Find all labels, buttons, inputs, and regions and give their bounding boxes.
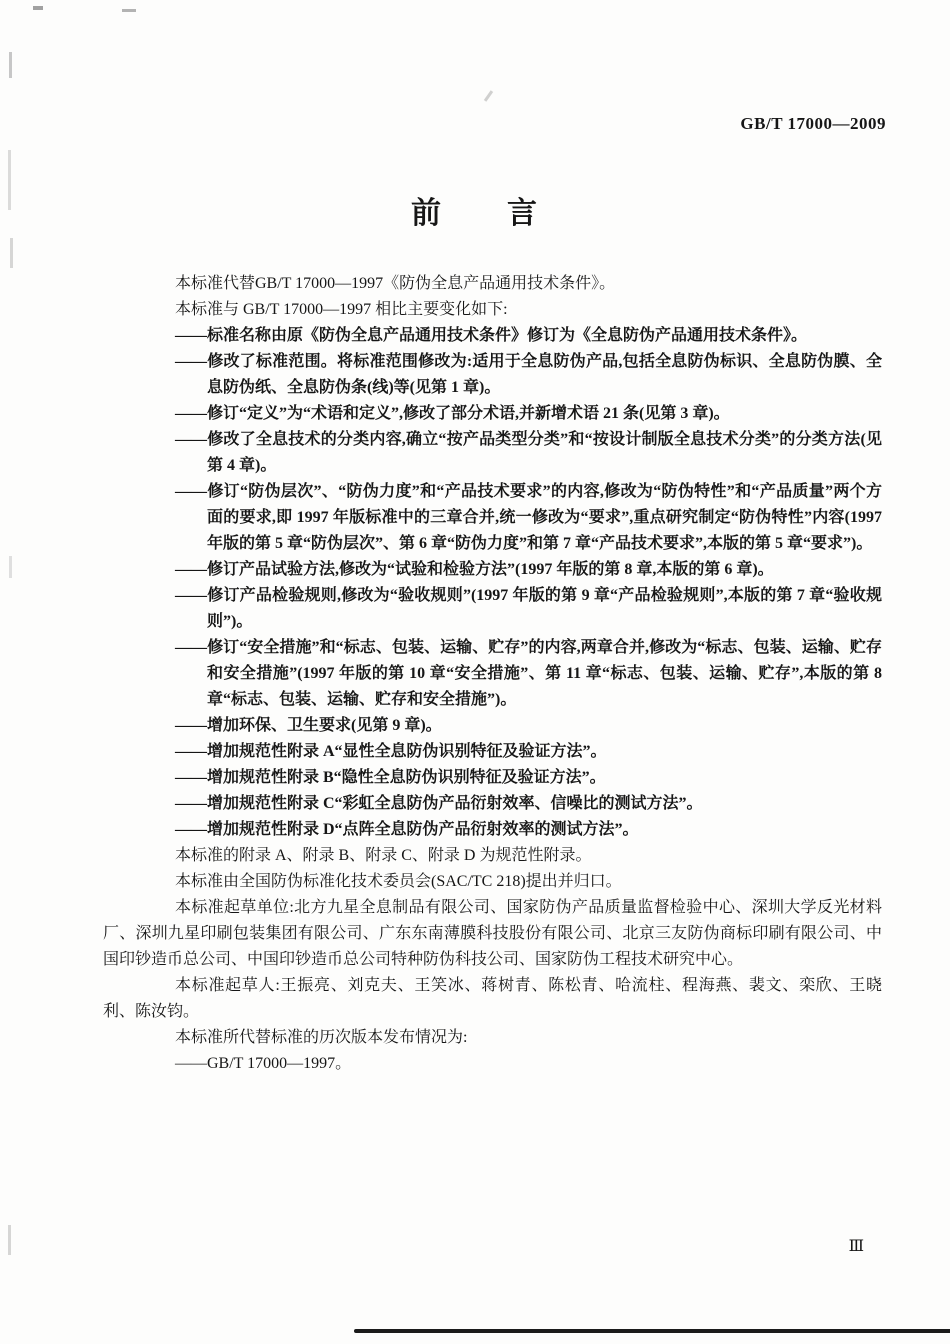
dash-prefix: —— xyxy=(175,769,207,786)
dash-prefix: —— xyxy=(175,1055,207,1072)
paragraph: 本标准代替GB/T 17000—1997《防伪全息产品通用技术条件》。 xyxy=(175,275,616,292)
dash-prefix: —— xyxy=(175,561,207,578)
dash-prefix: —— xyxy=(175,483,207,500)
dash-prefix: —— xyxy=(175,795,207,812)
change-list-item: ——修订“安全措施”和“标志、包装、运输、贮存”的内容,两章合并,修改为“标志、包装、运输、贮存和安全措施”(1997 年版的第 10 章“安全措施”、第 11 章“标志、包装、运输、贮存”,本版的第 8 章“标志、包装、运输、贮存和安全措施”)。 xyxy=(175,639,882,708)
scan-artifact xyxy=(484,90,493,102)
scan-artifact xyxy=(8,1225,11,1255)
change-list-item: ——修订产品检验规则,修改为“验收规则”(1997 年版的第 9 章“产品检验规则”,本版的第 7 章“验收规则”)。 xyxy=(175,587,882,630)
dash-prefix: —— xyxy=(175,405,207,422)
dash-prefix: —— xyxy=(175,639,207,656)
change-list-item: ——修订产品试验方法,修改为“试验和检验方法”(1997 年版的第 8 章,本版的第 6 章)。 xyxy=(175,561,774,578)
dash-prefix: —— xyxy=(175,431,207,448)
page-title: 前 言 xyxy=(411,197,539,230)
change-list-item: ——修改了标准范围。将标准范围修改为:适用于全息防伪产品,包括全息防伪标识、全息防伪膜、全息防伪纸、全息防伪条(线)等(见第 1 章)。 xyxy=(175,353,882,396)
paragraph: 本标准与 GB/T 17000—1997 相比主要变化如下: xyxy=(175,301,508,318)
paragraph: 本标准起草人:王振亮、刘克夫、王笑冰、蒋树青、陈松青、哈流柱、程海燕、裴文、栾欣、王晓利、陈汝钧。 xyxy=(103,977,882,1020)
change-list-item: ——增加规范性附录 B“隐性全息防伪识别特征及验证方法”。 xyxy=(175,769,606,786)
scan-artifact xyxy=(9,556,12,578)
standard-number: GB/T 17000—2009 xyxy=(740,114,886,133)
dash-prefix: —— xyxy=(175,743,207,760)
change-list-item: ——GB/T 17000—1997。 xyxy=(175,1055,352,1072)
change-list-item: ——修订“定义”为“术语和定义”,修改了部分术语,并新增术语 21 条(见第 3 章)。 xyxy=(175,405,730,422)
document-body xyxy=(103,271,882,1077)
paragraph: 本标准所代替标准的历次版本发布情况为: xyxy=(175,1029,468,1046)
change-list-item: ——增加规范性附录 C“彩虹全息防伪产品衍射效率、信噪比的测试方法”。 xyxy=(175,795,703,812)
page-number: Ⅲ xyxy=(848,1238,864,1255)
dash-prefix: —— xyxy=(175,587,207,604)
paragraph: 本标准起草单位:北方九星全息制品有限公司、国家防伪产品质量监督检验中心、深圳大学反光材料厂、深圳九星印刷包装集团有限公司、广东东南薄膜科技股份有限公司、北京三友防伪商标印刷有限公司、中国印钞造币总公司、中国印钞造币总公司特种防伪科技公司、国家防伪工程技术研究中心。 xyxy=(103,899,882,968)
change-list-item: ——修订“防伪层次”、“防伪力度”和“产品技术要求”的内容,修改为“防伪特性”和“产品质量”两个方面的要求,即 1997 年版标准中的三章合并,统一修改为“要求”,重点研究制定“防伪特性”内容(1997 年版的第 5 章“防伪层次”、第 6 章“防伪力度”和第 7 章“产品技术要求”,本版的第 5 章“要求”)。 xyxy=(175,483,882,552)
scan-artifact xyxy=(122,9,136,12)
change-list-item: ——标准名称由原《防伪全息产品通用技术条件》修订为《全息防伪产品通用技术条件》。 xyxy=(175,327,808,344)
dash-prefix: —— xyxy=(175,353,207,370)
paragraph: 本标准的附录 A、附录 B、附录 C、附录 D 为规范性附录。 xyxy=(175,847,592,864)
scan-artifact-bottom-line xyxy=(354,1329,950,1333)
scan-artifact xyxy=(10,238,13,268)
dash-prefix: —— xyxy=(175,327,207,344)
change-list-item: ——增加规范性附录 A“显性全息防伪识别特征及验证方法”。 xyxy=(175,743,607,760)
scan-artifact xyxy=(9,52,12,78)
paragraph: 本标准由全国防伪标准化技术委员会(SAC/TC 218)提出并归口。 xyxy=(175,873,622,890)
scan-artifact xyxy=(8,150,11,210)
dash-prefix: —— xyxy=(175,717,207,734)
dash-prefix: —— xyxy=(175,821,207,838)
scan-artifact xyxy=(33,6,43,10)
change-list-item: ——增加环保、卫生要求(见第 9 章)。 xyxy=(175,717,442,734)
change-list-item: ——增加规范性附录 D“点阵全息防伪产品衍射效率的测试方法”。 xyxy=(175,821,639,838)
change-list-item: ——修改了全息技术的分类内容,确立“按产品类型分类”和“按设计制版全息技术分类”的分类方法(见第 4 章)。 xyxy=(175,431,882,474)
